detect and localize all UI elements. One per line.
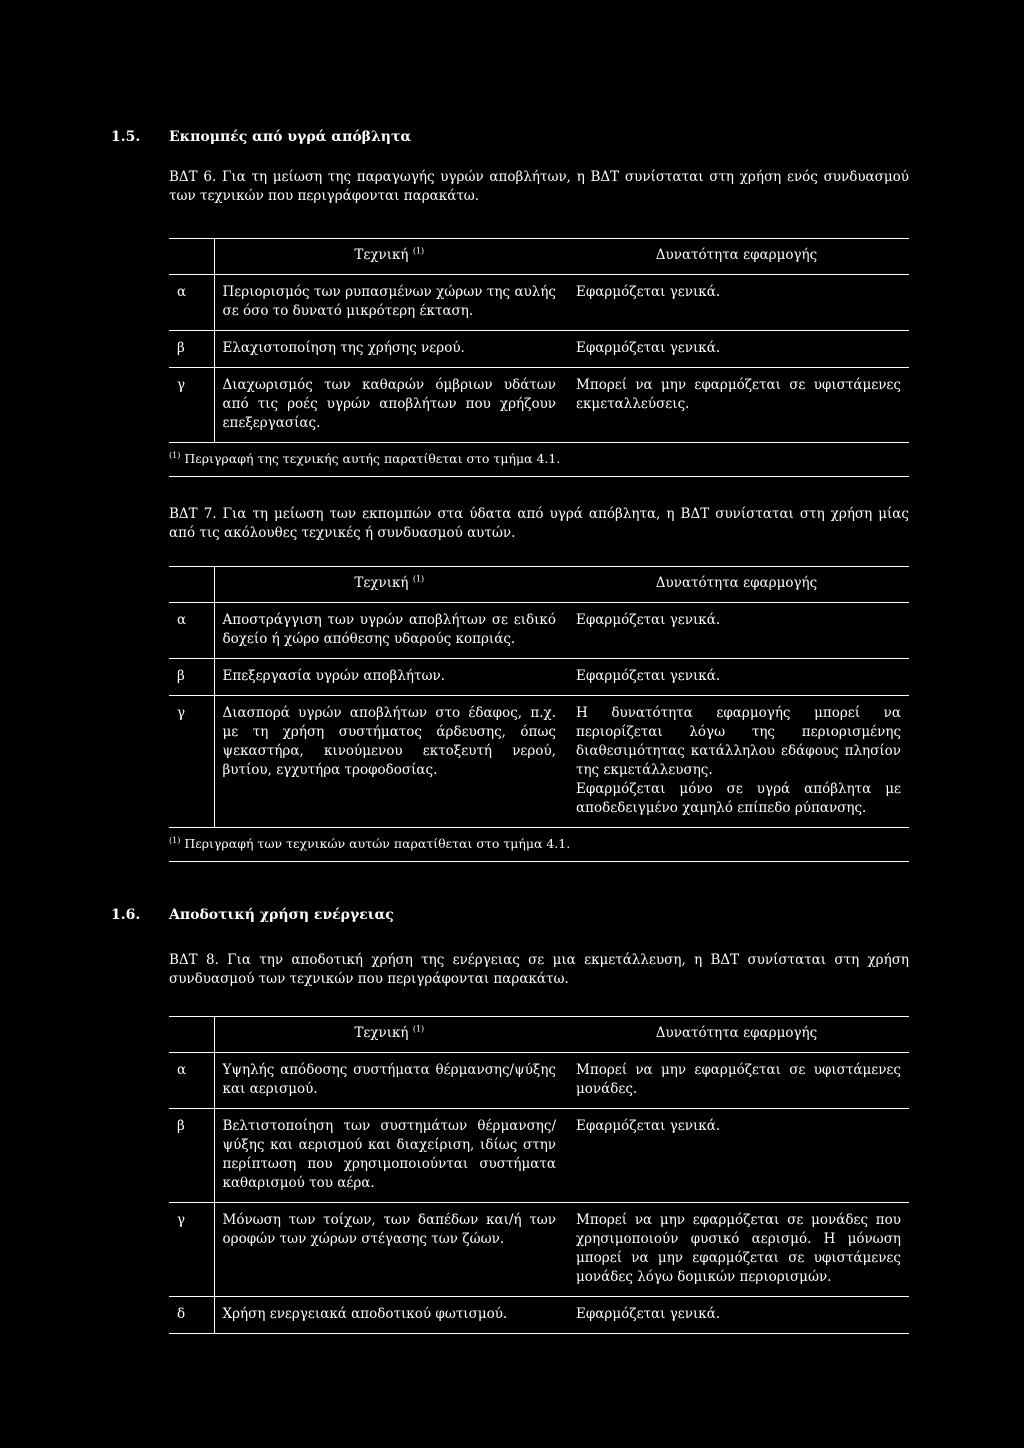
header-technique-label: Τεχνική	[354, 575, 409, 591]
table-row	[169, 331, 909, 368]
bat6-table	[169, 238, 909, 477]
row-technique: Υψηλής απόδοσης συστήματα θέρμανσης/ψύξης και αερισμού.	[214, 1053, 564, 1109]
header-applicability: Δυνατότητα εφαρμογής	[564, 1017, 909, 1053]
section-number: 1.6.	[111, 907, 141, 923]
row-applicability: Εφαρμόζεται γενικά.	[564, 331, 909, 368]
row-technique: Βελτιστοποίηση των συστημάτων θέρμανσης/ψύξης και αερισμού και διαχείριση, ιδίως στην περίπτωση που χρησιμοποιούνται συστήματα καθαρισμού του αέρα.	[214, 1109, 564, 1203]
header-letter-cell	[169, 239, 214, 275]
header-technique	[214, 239, 564, 275]
footnote-marker: (1)	[169, 450, 181, 460]
row-applicability	[564, 603, 909, 659]
table-row	[169, 659, 909, 696]
table-header-row	[169, 1017, 909, 1053]
footnote-text: Περιγραφή της τεχνικής αυτής παρατίθεται στο τμήμα 4.1.	[184, 451, 561, 466]
footnote-marker: (1)	[169, 835, 181, 845]
footnote-ref: (1)	[412, 246, 425, 256]
row-technique: Ελαχιστοποίηση της χρήσης νερού.	[214, 331, 564, 368]
footnote-ref: (1)	[412, 574, 425, 584]
row-letter: δ	[169, 1297, 214, 1334]
table-footnote	[169, 443, 909, 477]
section-number: 1.5.	[111, 129, 141, 145]
row-applicability: Εφαρμόζεται γενικά.	[564, 275, 909, 331]
table-row	[169, 696, 909, 828]
row-applicability	[564, 696, 909, 828]
row-technique: Διασπορά υγρών αποβλήτων στο έδαφος, π.χ. με τη χρήση συστήματος άρδευσης, όπως ψεκαστήρα, κινούμενου εκτοξευτή νερού, βυτίου, εγχυτήρα τροφοδοσίας.	[214, 696, 564, 828]
header-technique-label: Τεχνική	[354, 247, 409, 263]
row-technique: Μόνωση των τοίχων, των δαπέδων και/ή των οροφών των χώρων στέγασης των ζώων.	[214, 1203, 564, 1297]
table-row	[169, 275, 909, 331]
applicability-text-2: Εφαρμόζεται μόνο σε υγρά απόβλητα με αποδεδειγμένο χαμηλό επίπεδο ρύπανσης.	[576, 781, 901, 816]
bat8-table	[169, 1016, 909, 1334]
row-applicability: Μπορεί να μην εφαρμόζεται σε υφιστάμενες εκμεταλλεύσεις.	[564, 368, 909, 443]
header-applicability: Δυνατότητα εφαρμογής	[564, 567, 909, 603]
row-technique: Χρήση ενεργειακά αποδοτικού φωτισμού.	[214, 1297, 564, 1334]
row-letter: γ	[169, 696, 214, 828]
footnote-text: Περιγραφή των τεχνικών αυτών παρατίθεται στο τμήμα 4.1.	[184, 836, 571, 851]
row-letter: γ	[169, 1203, 214, 1297]
row-letter: α	[169, 1053, 214, 1109]
table-footnote	[169, 828, 909, 862]
header-letter-cell	[169, 1017, 214, 1053]
table-footnote-row	[169, 443, 909, 477]
section-title: Αποδοτική χρήση ενέργειας	[169, 907, 394, 923]
row-applicability: Μπορεί να μην εφαρμόζεται σε μονάδες που χρησιμοποιούν φυσικό αερισμό. Η μόνωση μπορεί να μην εφαρμόζεται σε υφιστάμενες μονάδες λόγω δομικών περιορισμών.	[564, 1203, 909, 1297]
header-technique	[214, 567, 564, 603]
table-row	[169, 603, 909, 659]
row-technique: Επεξεργασία υγρών αποβλήτων.	[214, 659, 564, 696]
bat6-intro: ΒΔΤ 6. Για τη μείωση της παραγωγής υγρών αποβλήτων, η ΒΔΤ συνίσταται στη χρήση ενός συνδυασμού των τεχνικών που περιγράφονται παρακάτω.	[169, 169, 909, 204]
table-row	[169, 368, 909, 443]
row-technique: Αποστράγγιση των υγρών αποβλήτων σε ειδικό δοχείο ή χώρο απόθεσης υδαρούς κοπριάς.	[214, 603, 564, 659]
row-applicability	[564, 659, 909, 696]
row-applicability: Εφαρμόζεται γενικά.	[564, 1109, 909, 1203]
row-letter: β	[169, 659, 214, 696]
applicability-text: Εφαρμόζεται γενικά.	[576, 612, 721, 628]
row-letter: γ	[169, 368, 214, 443]
table-row	[169, 1203, 909, 1297]
table-footnote-row	[169, 828, 909, 862]
applicability-text: Εφαρμόζεται γενικά.	[576, 668, 721, 684]
row-letter: β	[169, 1109, 214, 1203]
bat7-table	[169, 566, 909, 862]
applicability-text: Η δυνατότητα εφαρμογής μπορεί να περιορίζεται λόγω της περιορισμένης διαθεσιμότητας κατάλληλου εδάφους πλησίον της εκμετάλλευσης.	[576, 705, 901, 778]
row-technique: Περιορισμός των ρυπασμένων χώρων της αυλής σε όσο το δυνατό μικρότερη έκταση.	[214, 275, 564, 331]
table-header-row	[169, 239, 909, 275]
header-technique-label: Τεχνική	[354, 1025, 409, 1041]
row-applicability: Μπορεί να μην εφαρμόζεται σε υφιστάμενες μονάδες.	[564, 1053, 909, 1109]
row-technique: Διαχωρισμός των καθαρών όμβριων υδάτων από τις ροές υγρών αποβλήτων που χρήζουν επεξεργασίας.	[214, 368, 564, 443]
header-letter-cell	[169, 567, 214, 603]
section-heading-1-5	[111, 128, 411, 147]
table-row	[169, 1297, 909, 1334]
section-heading-1-6	[111, 906, 394, 925]
row-letter: α	[169, 603, 214, 659]
footnote-ref: (1)	[412, 1024, 425, 1034]
table-header-row	[169, 567, 909, 603]
section-title: Εκπομπές από υγρά απόβλητα	[169, 129, 412, 145]
table-row	[169, 1053, 909, 1109]
bat7-intro: ΒΔΤ 7. Για τη μείωση των εκπομπών στα ύδατα από υγρά απόβλητα, η ΒΔΤ συνίσταται στη χρήση μίας από τις ακόλουθες τεχνικές ή συνδυασμού αυτών.	[169, 506, 909, 541]
table-row	[169, 1109, 909, 1203]
bat8-intro: ΒΔΤ 8. Για την αποδοτική χρήση της ενέργειας σε μια εκμετάλλευση, η ΒΔΤ συνίσταται στη χρήση συνδυασμού των τεχνικών που περιγράφονται παρακάτω.	[169, 952, 909, 987]
row-letter: β	[169, 331, 214, 368]
header-technique	[214, 1017, 564, 1053]
row-letter: α	[169, 275, 214, 331]
header-applicability: Δυνατότητα εφαρμογής	[564, 239, 909, 275]
row-applicability: Εφαρμόζεται γενικά.	[564, 1297, 909, 1334]
